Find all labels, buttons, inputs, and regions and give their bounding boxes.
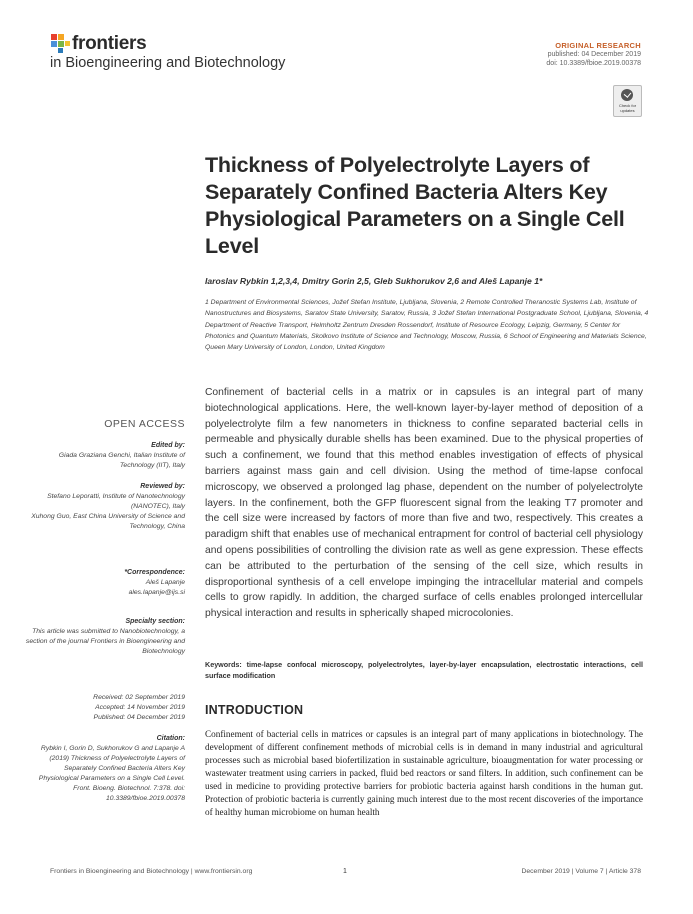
- citation-section: [25, 734, 185, 804]
- frontiers-logo-icon: [50, 33, 72, 55]
- dates-section: [25, 693, 185, 723]
- reviewed-by-heading: Reviewed by:: [140, 483, 185, 490]
- accepted-date: Accepted: 14 November 2019: [95, 704, 185, 711]
- correspondence-heading: *Correspondence:: [124, 569, 185, 576]
- correspondence-name: Aleš Lapanje: [145, 579, 185, 586]
- citation-text: Rybkin I, Gorin D, Sukhorukov G and Lapanje A (2019) Thickness of Polyelectrolyte Layers of Separately Confined Bacteria Alters Key Physiological Parameters on a Single Cell Level. Front. Bioeng. Biotechnol. 7:378. doi: 10.3389/fbioe.2019.00378: [38, 745, 185, 802]
- specialty-section: [25, 617, 185, 657]
- received-date: Received: 02 September 2019: [93, 694, 185, 701]
- check-for-updates-button[interactable]: [613, 85, 642, 117]
- reviewer: Xuhong Guo, East China University of Science and Technology, China: [31, 513, 185, 530]
- citation-heading: Citation:: [156, 735, 185, 742]
- section-heading-introduction: INTRODUCTION: [205, 703, 304, 717]
- reviewer: Stefano Leporatti, Institute of Nanotechnology (NANOTEC), Italy: [47, 493, 185, 510]
- check-updates-label: Check for updates: [618, 103, 637, 113]
- reviewers-section: [25, 482, 185, 532]
- article-title: Thickness of Polyelectrolyte Layers of Separately Confined Bacteria Alters Key Physiological Parameters on a Single Cell Level: [205, 153, 625, 258]
- correspondence-email[interactable]: ales.lapanje@ijs.si: [128, 589, 185, 596]
- author-list: Iaroslav Rybkin 1,2,3,4, Dmitry Gorin 2,5, Gleb Sukhorukov 2,6 and Aleš Lapanje 1*: [205, 276, 543, 286]
- check-updates-icon: [621, 89, 633, 101]
- specialty-text: This article was submitted to Nanobiotechnology, a section of the journal Frontiers in Bioengineering and Biotechnology: [25, 628, 185, 655]
- editor: Giada Graziana Genchi, Italian Institute of Technology (IIT), Italy: [58, 452, 185, 469]
- editor-section: [25, 441, 185, 471]
- brand-name: frontiers: [72, 33, 147, 54]
- page-number: 1: [343, 868, 347, 875]
- article-type: ORIGINAL RESEARCH: [555, 41, 641, 50]
- edited-by-heading: Edited by:: [151, 442, 185, 449]
- abstract: Confinement of bacterial cells in a matrix or in capsules is an integral part of many biotechnological applications. Here, the well-known layer-by-layer method of deposition of a polyelectrolyte film a few nanometers in thickness to confine separated bacterial cells in permeable and physically durable shells has been examined. Due to the physical properties of such a confinement, we found that this method enables investigation of effects of physical barriers against mass gain and cell division. Using the method of time-lapse confocal microscopy, we observed a prolonged lag phase, dependent on the number of polyelectrolyte layers. In the confinement, both the GFP fluorescent signal from the leaking T7 promoter and the cell size were increased by factors of more than five and two, respectively. This creates a paradigm shift that enables use of mechanical entrapment for control of bacterial cell physiology and opens possibilities of controlling the division rate as well as gene expression. These effects can be attributed to the perturbation of the sensing of the cell size, which results in disproportional synthesis of a cell envelope impinging the intracellular material and compels cells to grow rapidly. In addition, the charged surface of cells enables prolonged intercellular physical interaction and results in spherically shaped microcolonies.: [205, 387, 643, 620]
- journal-name: in Bioengineering and Biotechnology: [50, 55, 286, 71]
- published-date: published: 04 December 2019: [547, 51, 641, 58]
- affiliations: 1 Department of Environmental Sciences, Jožef Stefan Institute, Ljubljana, Slovenia, 2 Remote Controlled Theranostic Systems Lab, Institute of Nanostructures and Biosystems, Saratov State University, Saratov, Russia, 3 Jožef Stefan International Postgraduate School, Ljubljana, Slovenia, 4 Department of Reactive Transport, Helmholtz Zentrum Dresden Rossendorf, Institute of Resource Ecology, Leipzig, Germany, 5 Center for Photonics and Quantum Materials, Skolkovo Institute of Science and Technology, Moscow, Russia, 6 School of Engineering and Materials Science, Queen Mary University of London, London, United Kingdom: [205, 299, 649, 352]
- correspondence-section: [25, 568, 185, 598]
- published-date-sidebar: Published: 04 December 2019: [93, 714, 185, 721]
- footer-issue: December 2019 | Volume 7 | Article 378: [521, 868, 641, 875]
- introduction-paragraph: Confinement of bacterial cells in matrices or capsules is an integral part of many applications in biotechnology. The development of different confinement methods of microbial cells is in demand in many industrial and agricultural processes such as microbial based biofertilization in sustainable agriculture, bioaugmentation for water processing or wastewater treatment using carriers in packed, fluid bed reactors or sand filters. In addition, such confinement can be used in medicine to providing protective barriers for probiotic bacteria against harsh conditions in the human gut. Protection of probiotic bacteria is currently gaining much interest due to the most recent discoveries of the importance of healthy human microbiome on human health: [205, 729, 643, 817]
- open-access-label: OPEN ACCESS: [104, 418, 185, 430]
- footer-journal[interactable]: Frontiers in Bioengineering and Biotechnology | www.frontiersin.org: [50, 868, 253, 875]
- doi[interactable]: doi: 10.3389/fbioe.2019.00378: [546, 60, 641, 67]
- specialty-heading: Specialty section:: [125, 618, 185, 625]
- keywords: Keywords: time-lapse confocal microscopy, polyelectrolytes, layer-by-layer encapsulation, electrostatic interactions, cell surface modification: [205, 660, 643, 680]
